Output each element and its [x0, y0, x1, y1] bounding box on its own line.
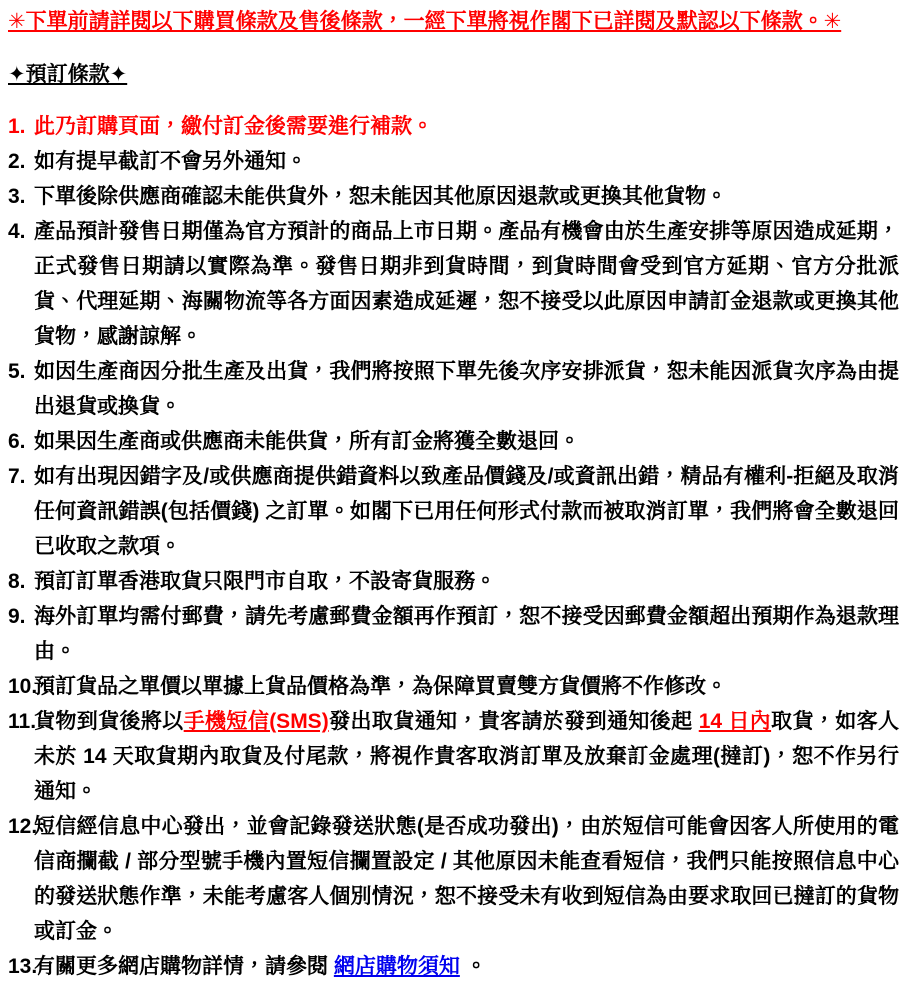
term-text: 產品預計發售日期僅為官方預計的商品上市日期。產品有機會由於生產安排等原因造成延期，正式發售日期請以實際為準。發售日期非到貨時間，到貨時間會受到官方延期、官方分批派貨、代理延期、海關物流等各方面因素造成延遲，恕不接受以此原因申請訂金退款或更換其他貨物，感謝諒解。 [34, 220, 899, 348]
term-item-8 [8, 564, 899, 599]
term-text: 下單後除供應商確認未能供貨外，恕未能因其他原因退款或更換其他貨物。 [34, 185, 727, 208]
pickup-deadline-emphasis: 14 日內 [698, 710, 772, 733]
term-number: 10. [8, 675, 38, 698]
term-text: 預訂貨品之單價以單據上貨品價格為準，為保障買賣雙方貨價將不作修改。 [34, 675, 727, 698]
term-item-11 [8, 704, 899, 809]
term-text: 。 [459, 955, 487, 978]
term-item-13 [8, 949, 899, 984]
term-item-10 [8, 669, 899, 704]
term-text: 如有提早截訂不會另外通知。 [34, 150, 307, 173]
shopping-notice-link[interactable]: 網店購物須知 [333, 955, 460, 978]
term-text: 海外訂單均需付郵費，請先考慮郵費金額再作預訂，恕不接受因郵費金額超出預期作為退款理由。 [34, 605, 899, 663]
term-text: 此乃訂購頁面，繳付訂金後需要進行補款。 [34, 115, 433, 138]
term-text: 預訂訂單香港取貨只限門市自取，不設寄貨服務。 [34, 570, 496, 593]
term-item-9 [8, 599, 899, 669]
term-number: 2. [8, 150, 26, 173]
term-item-6 [8, 424, 899, 459]
term-number: 6. [8, 430, 26, 453]
preorder-terms-title: ✦預訂條款✦ [8, 63, 128, 86]
term-item-2 [8, 144, 899, 179]
term-number: 4. [8, 220, 26, 243]
term-number: 8. [8, 570, 26, 593]
term-number: 11. [8, 710, 37, 733]
term-text: 貨物到貨後將以 [34, 710, 184, 733]
term-number: 9. [8, 605, 26, 628]
term-text: 短信經信息中心發出，並會記錄發送狀態(是否成功發出)，由於短信可能會因客人所使用的電信商攔截 / 部分型號手機內置短信攔置設定 / 其他原因未能查看短信，我們只能按照信息中心的發送狀態作準，未能考慮客人個別情況，恕不接受未有收到短信為由要求取回已撻訂的貨物或訂金。 [34, 815, 899, 943]
term-text: 如果因生產商或供應商未能供貨，所有訂金將獲全數退回。 [34, 430, 580, 453]
term-number: 12. [8, 815, 38, 838]
sms-notice-emphasis: 手機短信(SMS) [183, 710, 329, 733]
term-item-1 [8, 109, 899, 144]
term-text: 如有出現因錯字及/或供應商提供錯資料以致產品價錢及/或資訊出錯，精品有權利-拒絕及取消任何資訊錯誤(包括價錢) 之訂單。如閣下已用任何形式付款而被取消訂單，我們將會全數退回已收取之款項。 [34, 465, 899, 558]
term-item-5 [8, 354, 899, 424]
term-item-3 [8, 179, 899, 214]
term-item-12 [8, 809, 899, 949]
term-text: 取貨，如客人未於 14 天取貨期內取貨及付尾款，將視作貴客取消訂單及放棄訂金處理(撻訂)，恕不作另行通知。 [34, 710, 899, 803]
term-number: 13. [8, 955, 38, 978]
term-number: 3. [8, 185, 26, 208]
terms-list [8, 109, 899, 984]
term-text: 有關更多網店購物詳情，請參閱 [34, 955, 334, 978]
term-item-7 [8, 459, 899, 564]
term-number: 1. [8, 115, 26, 138]
term-text: 發出取貨通知，貴客請於發到通知後起 [328, 710, 699, 733]
term-text: 如因生產商因分批生產及出貨，我們將按照下單先後次序安排派貨，恕未能因派貨次序為由提出退貨或換貨。 [34, 360, 899, 418]
term-number: 5. [8, 360, 26, 383]
purchase-terms-header: ✳下單前請詳閱以下購買條款及售後條款，一經下單將視作閣下已詳閱及默認以下條款。✳ [8, 10, 842, 33]
term-number: 7. [8, 465, 26, 488]
term-item-4 [8, 214, 899, 354]
